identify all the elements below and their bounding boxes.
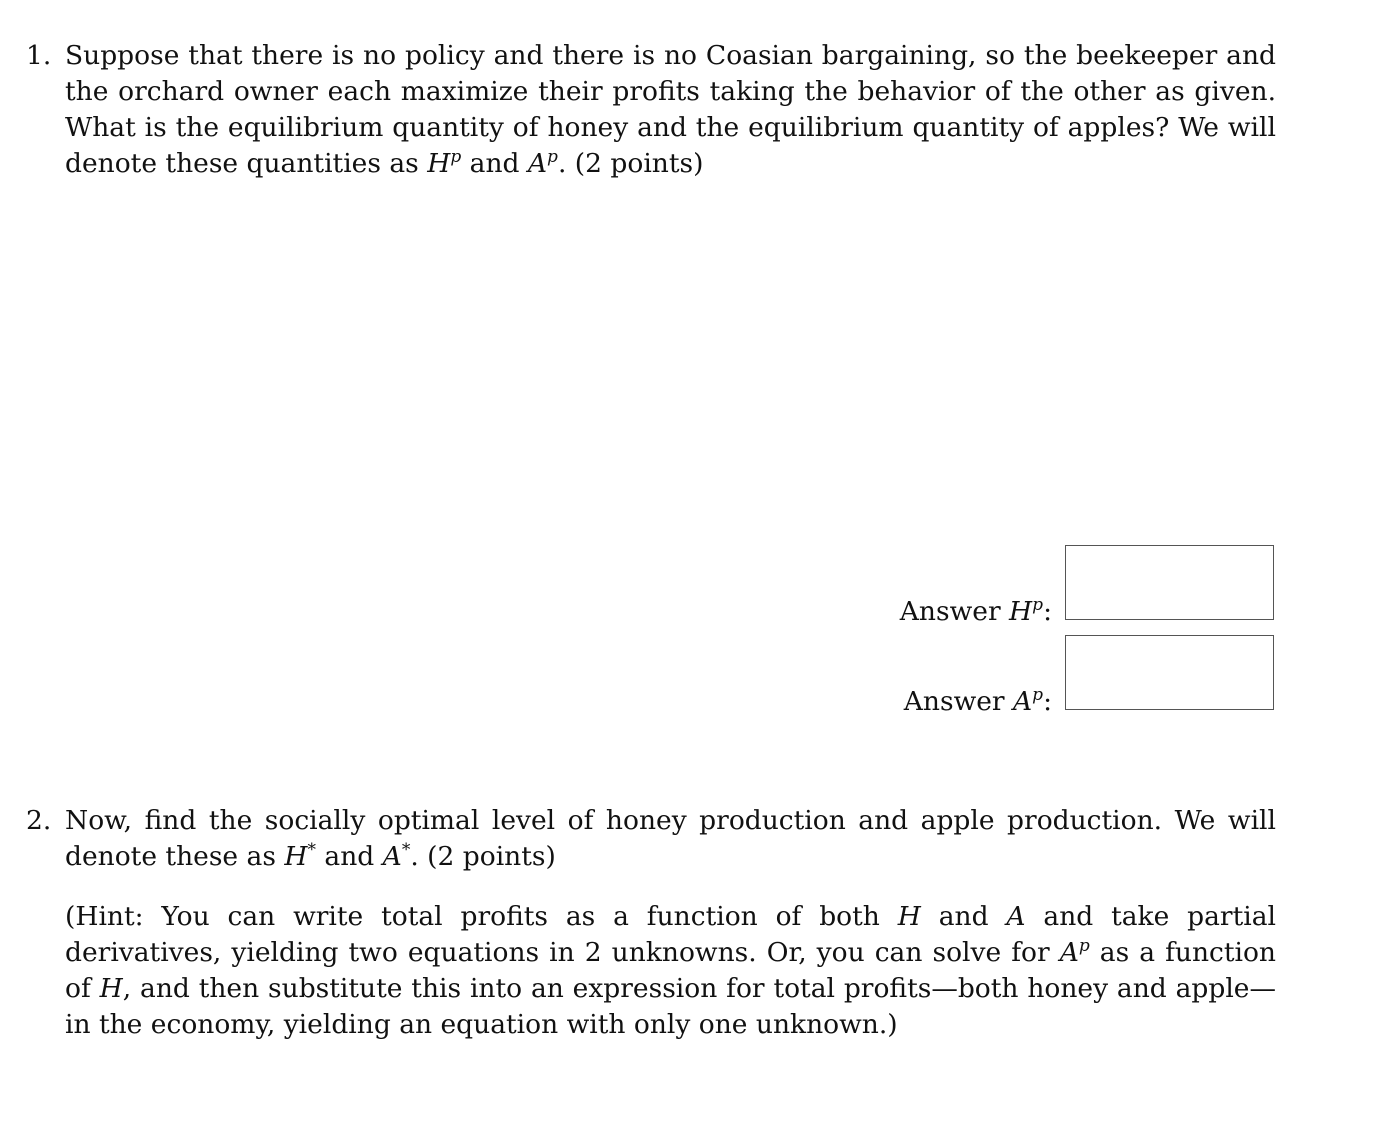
answer-a-input[interactable] <box>1065 635 1274 710</box>
answer-h-input[interactable] <box>1065 545 1274 620</box>
answer-h-label: Answer $H^p$: <box>899 595 1052 627</box>
question-1-number: 1. <box>26 40 52 71</box>
question-1-text: Suppose that there is no policy and there is no Coasian bargaining, so the beekeeper and the orchard owner each maximize their profits taking the behavior of the other as given. What is the equilibrium quantity of honey and the equilibrium quantity of apples? We will denote these quantities as $H^p$ and $A^p$. (2 points) <box>65 40 1276 179</box>
hint-paragraph: (Hint: You can write total profits as a function of both H and A and take partial derivatives, yielding two equations in 2 unknowns. Or, you can solve for $A^p$ as a function of H, and then substitute this into an expression for total profits—both honey and apple—in the economy, yielding an equation with only one unknown.) <box>65 901 1276 1040</box>
question-2-number: 2. <box>26 805 52 836</box>
question-2-text: Now, find the socially optimal level of honey production and apple production. We will denote these as H* and A*. (2 points) <box>65 805 1276 872</box>
answer-a-label: Answer $A^p$: <box>903 685 1052 717</box>
question-1 <box>26 38 1276 182</box>
question-2 <box>26 803 1276 875</box>
